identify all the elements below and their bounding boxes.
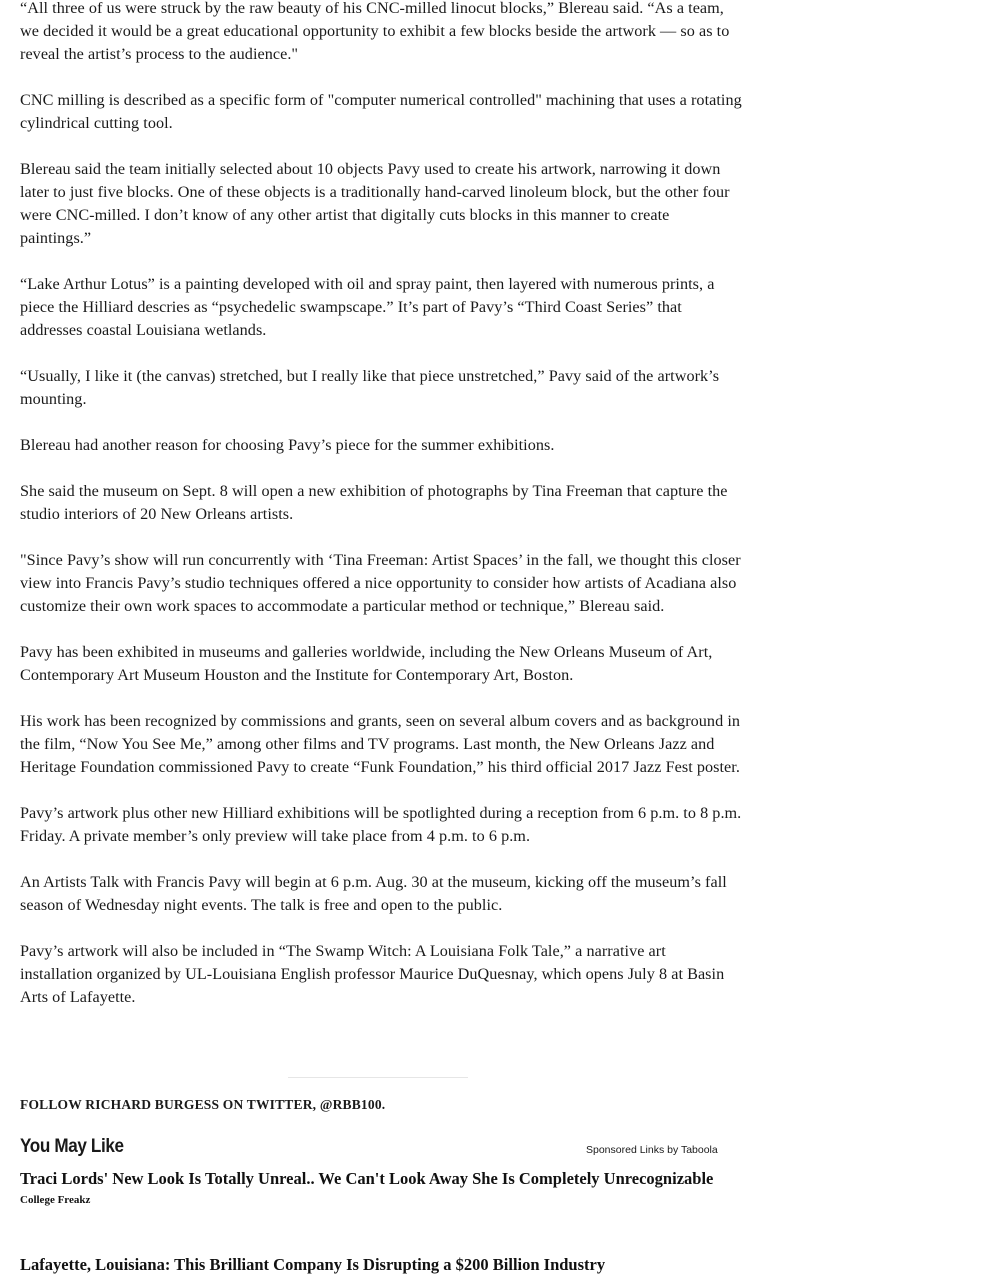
article-paragraph: Blereau said the team initially selected about 10 objects Pavy used to create his artwork, narrowing it down later to just five blocks. One of these objects is a traditionally hand-carved linoleum block, but the other four were CNC-milled. I don’t know of any other artist that digitally cuts blocks in this manner to create paintings.” — [20, 160, 730, 247]
article-paragraph: “All three of us were struck by the raw beauty of his CNC-milled linocut blocks,” Blereau said. “As a team, we decided it would be a great educational opportunity to exhibit a few blocks beside the artwork — so as to reveal the artist’s process to the audience." — [20, 0, 730, 63]
section-divider — [288, 1077, 468, 1078]
sponsored-links-label[interactable]: Sponsored Links by Taboola — [586, 1144, 718, 1156]
article-paragraph: “Usually, I like it (the canvas) stretched, but I really like that piece unstretched,” Pavy said of the artwork’s mounting. — [20, 367, 720, 408]
article-paragraph: CNC milling is described as a specific form of "computer numerical controlled" machining that uses a rotating cylindrical cutting tool. — [20, 91, 742, 132]
article-paragraph: "Since Pavy’s show will run concurrently with ‘Tina Freeman: Artist Spaces’ in the fall, we thought this closer view into Francis Pavy’s studio techniques offered a nice opportunity to consider how artists of Acadiana also customize their own work spaces to accommodate a particular method or technique,” Blereau said. — [20, 551, 741, 615]
recommendation-title[interactable]: Lafayette, Louisiana: This Brilliant Company Is Disrupting a $200 Billion Industry — [20, 1255, 606, 1274]
recommendations-heading: You May Like — [20, 1136, 124, 1157]
article-paragraph: Pavy’s artwork plus other new Hilliard exhibitions will be spotlighted during a reception from 6 p.m. to 8 p.m. Friday. A private member’s only preview will take place from 4 p.m. to 6 p.m. — [20, 804, 742, 845]
article-paragraph: Pavy has been exhibited in museums and galleries worldwide, including the New Orleans Museum of Art, Contemporary Art Museum Houston and the Institute for Contemporary Art, Boston. — [20, 643, 713, 684]
article-paragraph: His work has been recognized by commissions and grants, seen on several album covers and as background in the film, “Now You See Me,” among other films and TV programs. Last month, the New Orleans Jazz and Heritage Foundation commissioned Pavy to create “Funk Foundation,” his third official 2017 Jazz Fest poster. — [20, 712, 741, 776]
article-paragraph: “Lake Arthur Lotus” is a painting developed with oil and spray paint, then layered with numerous prints, a piece the Hilliard descries as “psychedelic swampscape.” It’s part of Pavy’s “Third Coast Series” that addresses coastal Louisiana wetlands. — [20, 275, 715, 339]
article-body — [20, 0, 742, 1032]
article-paragraph: She said the museum on Sept. 8 will open a new exhibition of photographs by Tina Freeman that capture the studio interiors of 20 New Orleans artists. — [20, 482, 728, 523]
article-paragraph: Pavy’s artwork will also be included in “The Swamp Witch: A Louisiana Folk Tale,” a narrative art installation organized by UL-Louisiana English professor Maurice DuQuesnay, which opens July 8 at Basin Arts of Lafayette. — [20, 942, 725, 1006]
recommendation-title[interactable]: Traci Lords' New Look Is Totally Unreal.. We Can't Look Away She Is Completely Unrecognizable — [20, 1169, 714, 1188]
article-paragraph: An Artists Talk with Francis Pavy will begin at 6 p.m. Aug. 30 at the museum, kicking off the museum’s fall season of Wednesday night events. The talk is free and open to the public. — [20, 873, 727, 914]
recommendation-source[interactable]: College Freakz — [20, 1194, 91, 1206]
article-paragraph: Blereau had another reason for choosing Pavy’s piece for the summer exhibitions. — [20, 436, 555, 454]
follow-author-line[interactable]: FOLLOW RICHARD BURGESS ON TWITTER, @RBB100. — [20, 1097, 386, 1112]
